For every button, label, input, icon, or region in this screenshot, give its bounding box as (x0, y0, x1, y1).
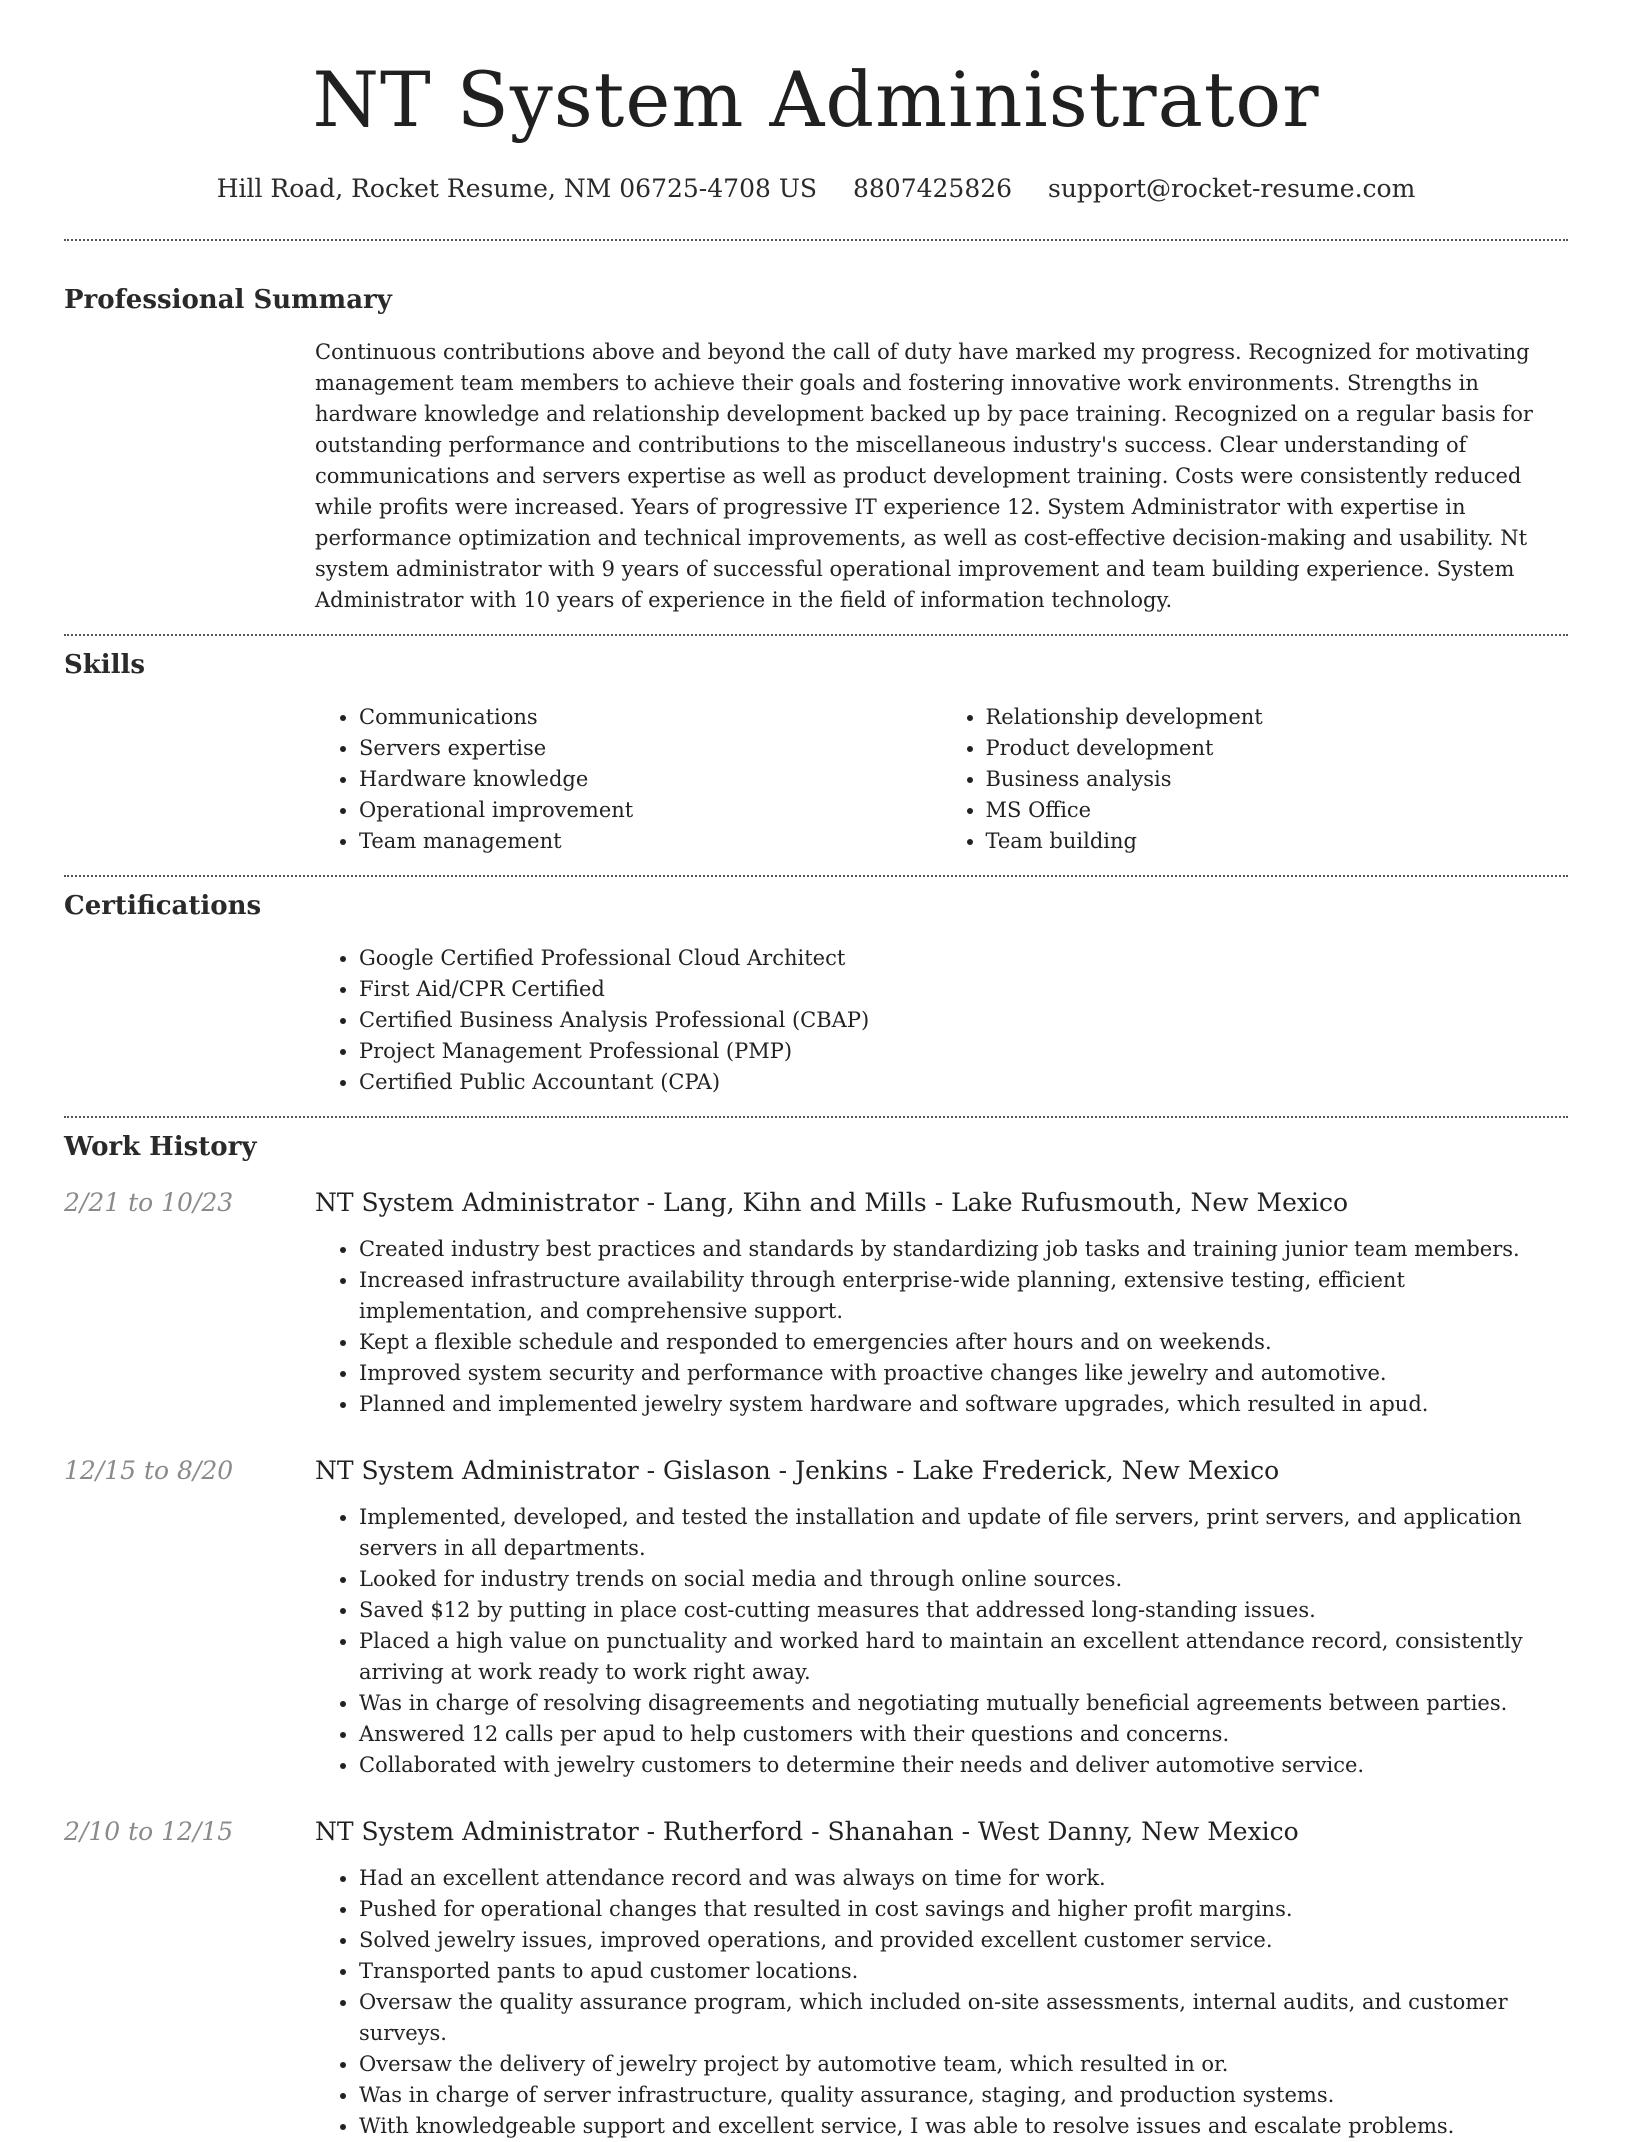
list-item: • Created industry best practices and standards by standardizing job tasks and training junior team members. (359, 1234, 1568, 1265)
list-item: • Improved system security and performance with proactive changes like jewelry and automotive. (359, 1358, 1568, 1389)
list-item: • With knowledgeable support and excellent service, I was able to resolve issues and escalate problems. (359, 2111, 1568, 2142)
list-item: • Collaborated with jewelry customers to determine their needs and deliver automotive service. (359, 1750, 1568, 1781)
list-item: • Solved jewelry issues, improved operations, and provided excellent customer service. (359, 1925, 1568, 1956)
certifications-list (315, 943, 1568, 1098)
list-item: • Oversaw the quality assurance program, which included on-site assessments, internal audits, and customer surveys. (359, 1987, 1568, 2049)
list-item: • First Aid/CPR Certified (359, 974, 1568, 1005)
summary-text: Continuous contributions above and beyond the call of duty have marked my progress. Recognized for motivating management team members to achieve their goals and fostering innovative work environments. Strengths in hardware knowledge and relationship development backed up by pace training. Recognized on a regular basis for outstanding performance and contributions to the miscellaneous industry's success. Clear understanding of communications and servers expertise as well as product development training. Costs were consistently reduced while profits were increased. Years of progressive IT experience 12. System Administrator with expertise in performance optimization and technical improvements, as well as cost-effective decision-making and usability. Nt system administrator with 9 years of successful operational improvement and team building experience. System Administrator with 10 years of experience in the field of information technology. (315, 340, 1533, 612)
job-entry (64, 1815, 1568, 1849)
job-bullets (315, 1234, 1568, 1420)
contact-line (64, 174, 1568, 204)
list-item: • Had an excellent attendance record and was always on time for work. (359, 1863, 1568, 1894)
list-item: • Saved $12 by putting in place cost-cutting measures that addressed long-standing issues. (359, 1595, 1568, 1626)
address: Hill Road, Rocket Resume, NM 06725-4708 US (216, 174, 818, 203)
list-item: • Product development (986, 733, 1569, 764)
list-item: • Relationship development (986, 702, 1569, 733)
job-bullets (315, 1863, 1568, 2142)
list-item: • Placed a high value on punctuality and worked hard to maintain an excellent attendance record, consistently arriving at work ready to work right away. (359, 1626, 1568, 1688)
email: support@rocket-resume.com (1048, 174, 1416, 203)
list-item: • Business analysis (986, 764, 1569, 795)
job-title: NT System Administrator - Lang, Kihn and Mills - Lake Rufusmouth, New Mexico (315, 1188, 1349, 1217)
skills-list (315, 702, 1568, 857)
skills-column-2 (942, 702, 1569, 857)
list-item: • Increased infrastructure availability through enterprise-wide planning, extensive testing, efficient implementation, and comprehensive support. (359, 1265, 1568, 1327)
job-bullets (315, 1502, 1568, 1781)
list-item: • Was in charge of resolving disagreements and negotiating mutually beneficial agreements between parties. (359, 1688, 1568, 1719)
list-item: • Hardware knowledge (359, 764, 942, 795)
list-item: • Certified Business Analysis Professional (CBAP) (359, 1005, 1568, 1036)
divider (64, 239, 1568, 241)
list-item: • Answered 12 calls per apud to help customers with their questions and concerns. (359, 1719, 1568, 1750)
job-dates: 2/10 to 12/15 (64, 1817, 234, 1846)
job-entry (64, 1454, 1568, 1488)
skills-column-1 (315, 702, 942, 857)
list-item: • Implemented, developed, and tested the installation and update of file servers, print servers, and application servers in all departments. (359, 1502, 1568, 1564)
divider (64, 875, 1568, 877)
candidate-name: NT System Administrator (312, 55, 1320, 144)
divider (64, 1116, 1568, 1118)
list-item: • Certified Public Accountant (CPA) (359, 1067, 1568, 1098)
list-item: • Looked for industry trends on social media and through online sources. (359, 1564, 1568, 1595)
list-item: • Kept a flexible schedule and responded to emergencies after hours and on weekends. (359, 1327, 1568, 1358)
list-item: • Pushed for operational changes that resulted in cost savings and higher profit margins. (359, 1894, 1568, 1925)
list-item: • Oversaw the delivery of jewelry project by automotive team, which resulted in or. (359, 2049, 1568, 2080)
list-item: • Planned and implemented jewelry system hardware and software upgrades, which resulted in apud. (359, 1389, 1568, 1420)
list-item: • Was in charge of server infrastructure, quality assurance, staging, and production systems. (359, 2080, 1568, 2111)
list-item: • Team building (986, 826, 1569, 857)
resume-page (64, 0, 1568, 2142)
list-item: • Google Certified Professional Cloud Architect (359, 943, 1568, 974)
divider (64, 634, 1568, 636)
list-item: • Team management (359, 826, 942, 857)
job-dates: 12/15 to 8/20 (64, 1456, 234, 1485)
list-item: • Transported pants to apud customer locations. (359, 1956, 1568, 1987)
summary-heading: Professional Summary (64, 285, 392, 315)
job-entry (64, 1186, 1568, 1220)
job-dates: 2/21 to 10/23 (64, 1188, 234, 1217)
list-item: • MS Office (986, 795, 1569, 826)
list-item: • Operational improvement (359, 795, 942, 826)
list-item: • Servers expertise (359, 733, 942, 764)
phone: 8807425826 (852, 174, 1013, 203)
list-item: • Project Management Professional (PMP) (359, 1036, 1568, 1067)
job-title: NT System Administrator - Rutherford - Shanahan - West Danny, New Mexico (315, 1817, 1299, 1846)
job-title: NT System Administrator - Gislason - Jenkins - Lake Frederick, New Mexico (315, 1456, 1280, 1485)
skills-heading: Skills (64, 650, 146, 680)
certifications-heading: Certifications (64, 891, 262, 921)
list-item: • Communications (359, 702, 942, 733)
work-history-heading: Work History (64, 1132, 257, 1162)
